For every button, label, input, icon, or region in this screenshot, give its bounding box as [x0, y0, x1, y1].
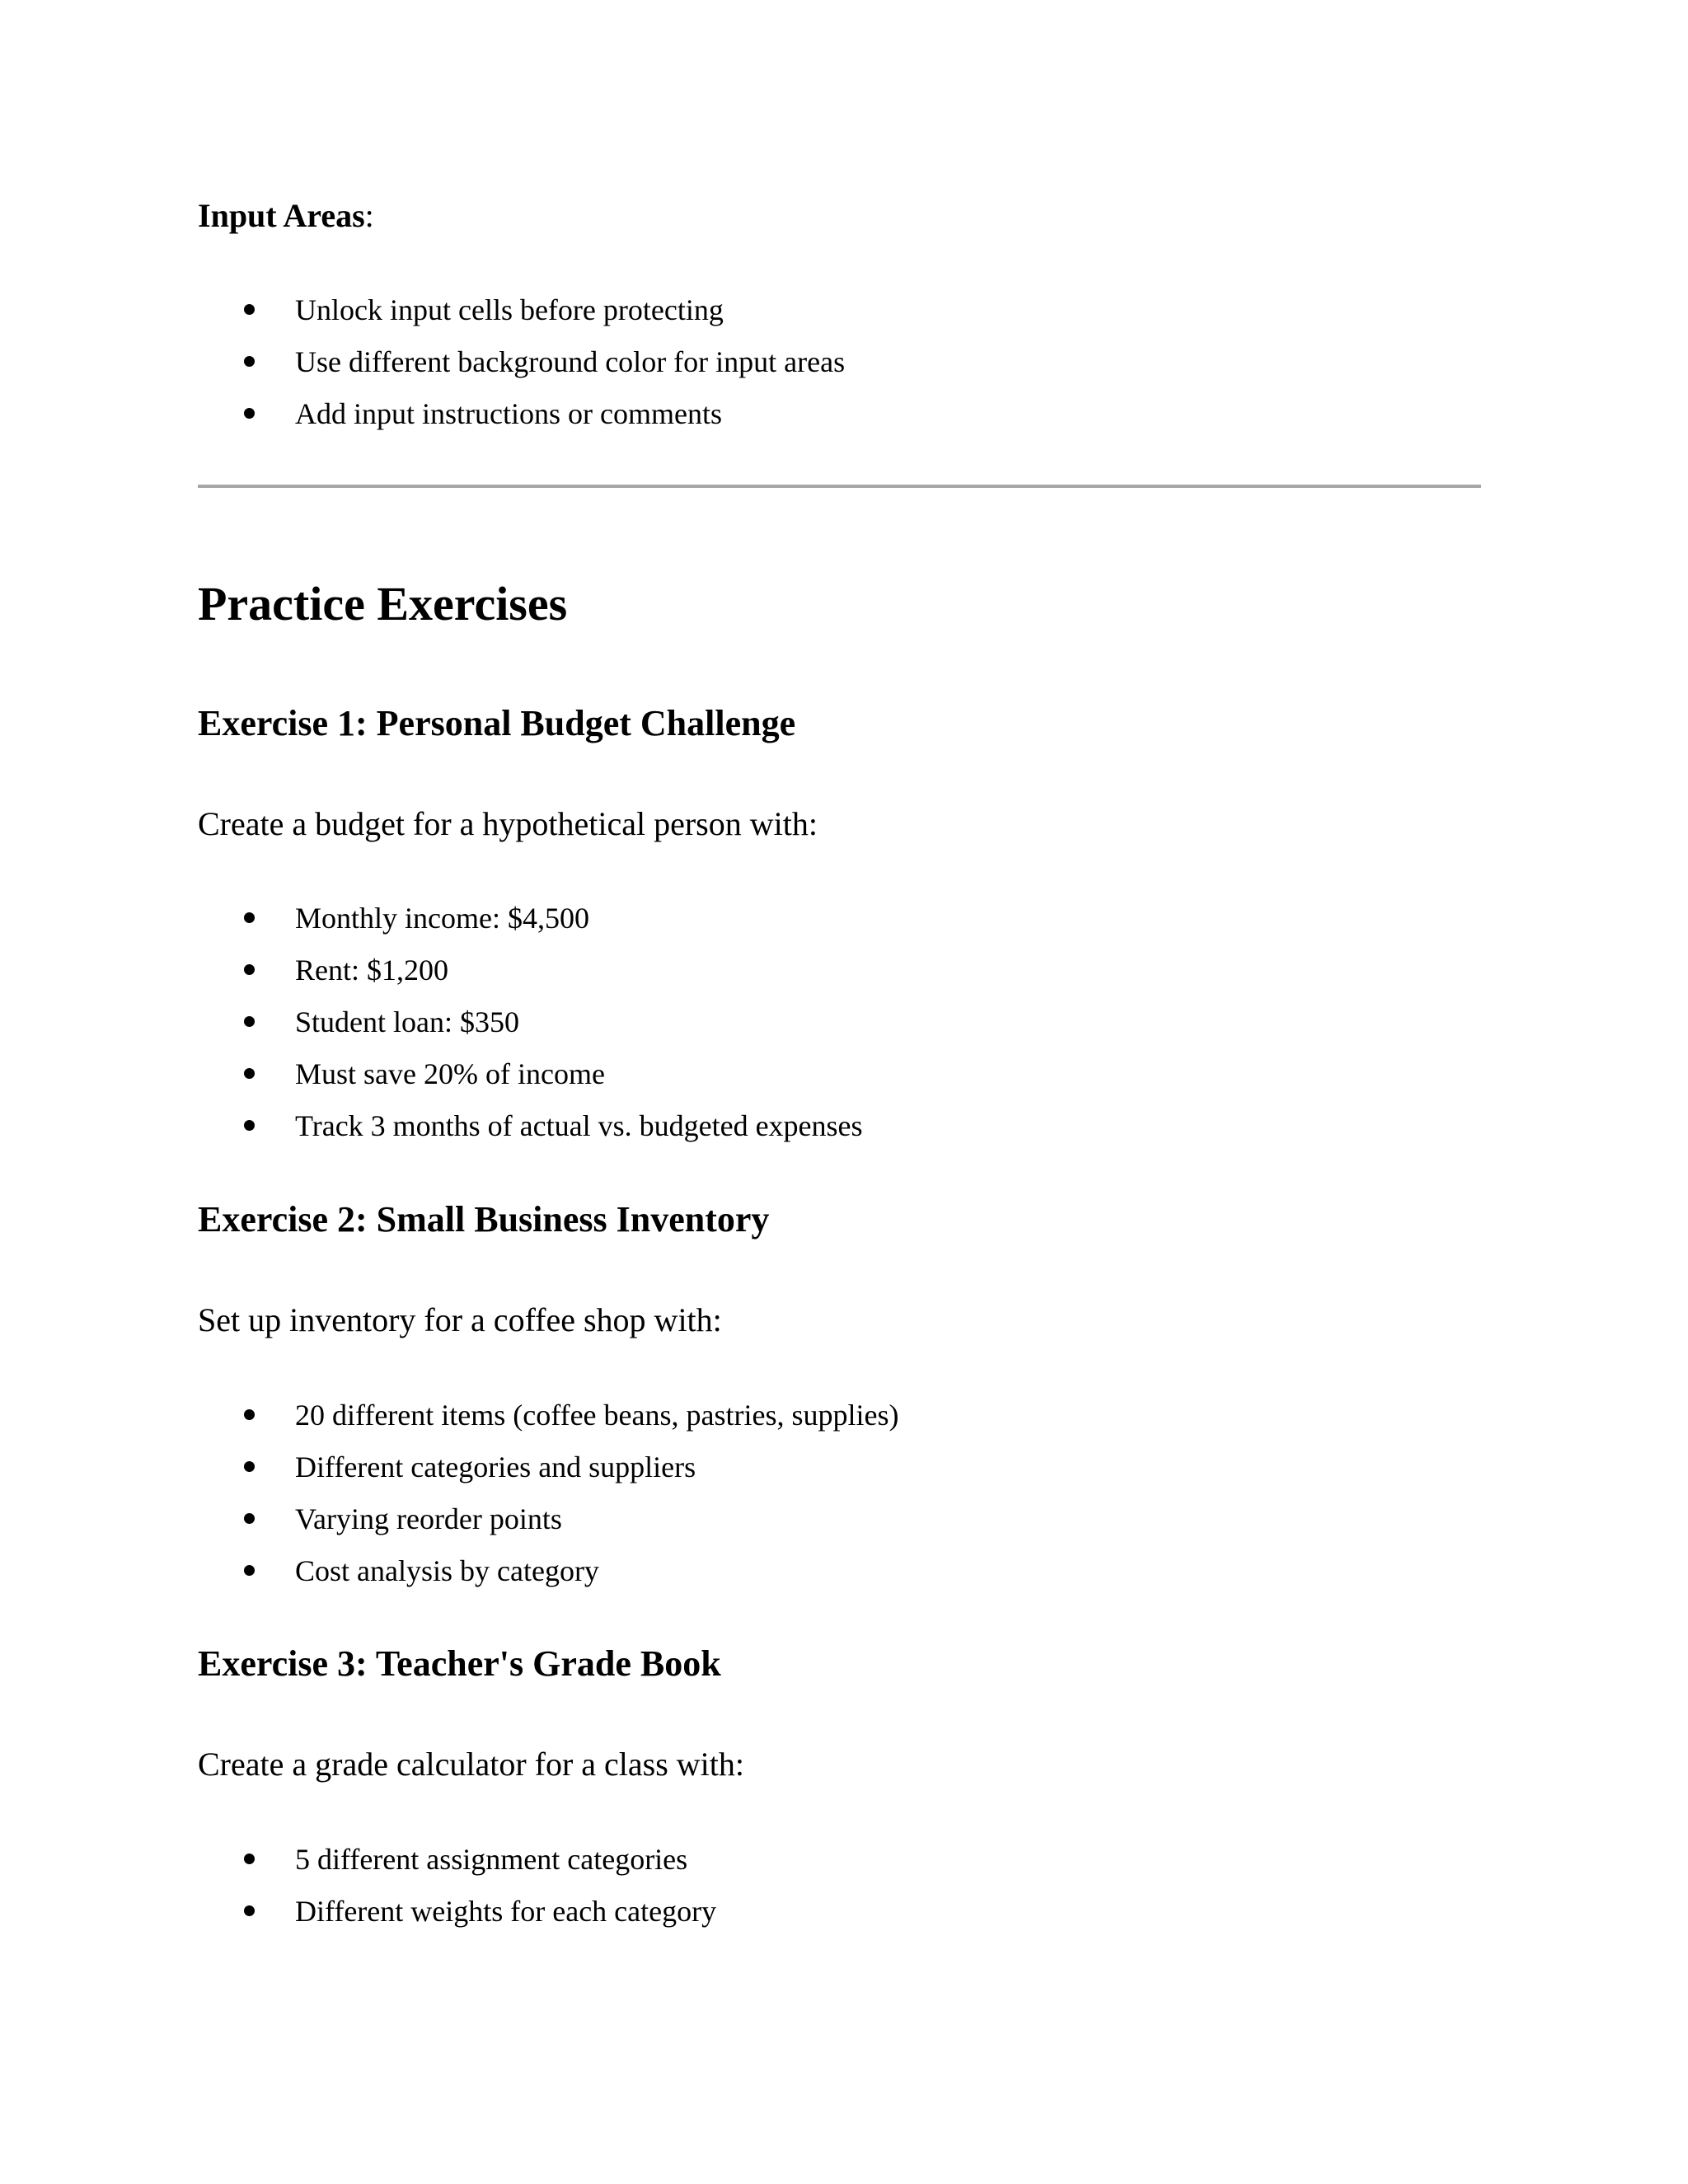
- list-item: [0, 388, 1484, 440]
- bullet-icon: [244, 1905, 255, 1916]
- horizontal-divider: [198, 485, 1481, 488]
- list-item: [0, 1100, 1484, 1152]
- list-item-text: Add input instructions or comments: [295, 397, 722, 430]
- bullet-icon: [244, 1068, 255, 1079]
- list-item: [0, 944, 1484, 996]
- exercise-3-title: Exercise 3: Teacher's Grade Book: [198, 1643, 721, 1684]
- list-item: [0, 1545, 1484, 1597]
- list-item-text: Varying reorder points: [295, 1502, 562, 1535]
- practice-exercises-title: Practice Exercises: [198, 577, 568, 630]
- exercise-2-intro: Set up inventory for a coffee shop with:: [198, 1301, 722, 1338]
- list-item-text: Unlock input cells before protecting: [295, 293, 724, 326]
- list-item: [0, 996, 1484, 1048]
- bullet-icon: [244, 408, 255, 419]
- list-item: [0, 893, 1484, 944]
- bullet-icon: [244, 1854, 255, 1864]
- list-item-text: Student loan: $350: [295, 1005, 519, 1038]
- list-item: [0, 1886, 1484, 1938]
- list-item-text: Cost analysis by category: [295, 1554, 599, 1587]
- input-areas-label: Input Areas: [198, 197, 365, 234]
- bullet-icon: [244, 1409, 255, 1420]
- list-item: [0, 1441, 1484, 1493]
- bullet-icon: [244, 304, 255, 315]
- list-item-text: Different categories and suppliers: [295, 1451, 696, 1483]
- bullet-icon: [244, 1120, 255, 1131]
- list-item-text: Rent: $1,200: [295, 954, 448, 987]
- list-item: [0, 1390, 1484, 1441]
- bullet-icon: [244, 964, 255, 975]
- list-item-text: Track 3 months of actual vs. budgeted expenses: [295, 1109, 863, 1142]
- input-areas-colon: :: [364, 197, 374, 234]
- exercise-1-intro: Create a budget for a hypothetical person with:: [198, 805, 818, 842]
- list-item: [0, 1048, 1484, 1100]
- exercise-3-list: [0, 1834, 1484, 1938]
- exercise-3-intro: Create a grade calculator for a class with:: [198, 1746, 745, 1783]
- exercise-1-title: Exercise 1: Personal Budget Challenge: [198, 703, 796, 743]
- input-areas-heading: [198, 196, 374, 236]
- list-item: [0, 336, 1484, 388]
- list-item-text: 5 different assignment categories: [295, 1843, 688, 1876]
- list-item-text: Must save 20% of income: [295, 1057, 605, 1090]
- bullet-icon: [244, 912, 255, 923]
- list-item: [0, 284, 1484, 336]
- input-areas-list: [0, 284, 1484, 440]
- bullet-icon: [244, 1016, 255, 1027]
- exercise-2-list: [0, 1390, 1484, 1597]
- list-item: [0, 1834, 1484, 1886]
- list-item-text: Different weights for each category: [295, 1895, 717, 1928]
- list-item: [0, 1493, 1484, 1545]
- list-item-text: Use different background color for input areas: [295, 345, 846, 378]
- bullet-icon: [244, 1513, 255, 1524]
- exercise-1-list: [0, 893, 1484, 1152]
- bullet-icon: [244, 356, 255, 367]
- list-item-text: Monthly income: $4,500: [295, 902, 589, 935]
- list-item-text: 20 different items (coffee beans, pastries, supplies): [295, 1399, 899, 1432]
- bullet-icon: [244, 1461, 255, 1472]
- exercise-2-title: Exercise 2: Small Business Inventory: [198, 1199, 770, 1240]
- bullet-icon: [244, 1565, 255, 1576]
